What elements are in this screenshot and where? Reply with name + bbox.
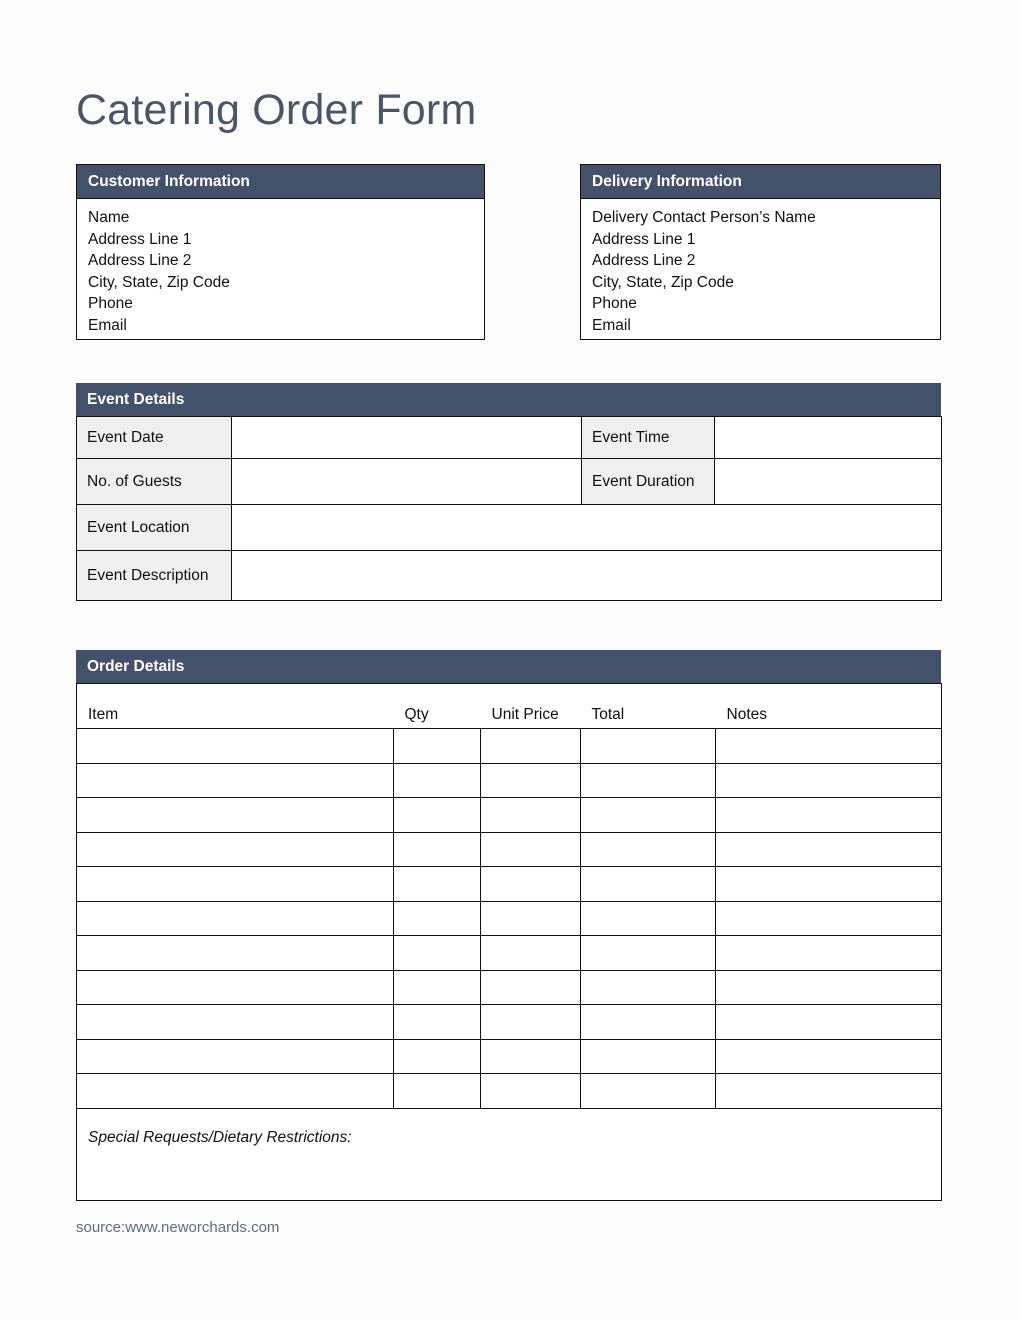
order-cell-total[interactable] [581,832,716,867]
order-cell-total[interactable] [581,1039,716,1074]
order-cell-unit-price[interactable] [481,763,581,798]
table-row [77,936,942,971]
order-cell-total[interactable] [581,763,716,798]
order-cell-unit-price[interactable] [481,936,581,971]
special-requests-label[interactable]: Special Requests/Dietary Restrictions: [77,1108,942,1200]
table-row [77,832,942,867]
customer-field-name: Name [88,209,130,227]
order-cell-notes[interactable] [716,798,942,833]
event-location-label: Event Location [77,505,232,551]
event-time-label: Event Time [582,417,715,459]
customer-field-email: Email [88,316,127,334]
order-cell-notes[interactable] [716,729,942,764]
no-of-guests-label: No. of Guests [77,459,232,505]
customer-field-address-2: Address Line 2 [88,252,192,270]
event-details-table [76,416,942,601]
order-cell-total[interactable] [581,1074,716,1109]
order-cell-item[interactable] [77,832,394,867]
order-cell-unit-price[interactable] [481,1005,581,1040]
column-header-total: Total [581,684,716,729]
source-attribution: source:www.neworchards.com [76,1219,280,1236]
event-details-heading: Event Details [76,383,941,416]
event-description-input[interactable] [232,551,942,601]
customer-information-heading: Customer Information [76,164,485,198]
order-cell-unit-price[interactable] [481,1039,581,1074]
order-cell-total[interactable] [581,867,716,902]
order-cell-item[interactable] [77,1074,394,1109]
order-cell-qty[interactable] [394,1074,481,1109]
order-cell-qty[interactable] [394,1005,481,1040]
delivery-field-city-state-zip: City, State, Zip Code [592,273,734,291]
order-cell-total[interactable] [581,970,716,1005]
delivery-information-fields[interactable] [580,198,941,340]
table-row [77,1039,942,1074]
order-cell-unit-price[interactable] [481,970,581,1005]
order-cell-total[interactable] [581,798,716,833]
order-table-header-row [77,684,942,729]
order-cell-total[interactable] [581,1005,716,1040]
customer-field-city-state-zip: City, State, Zip Code [88,273,230,291]
order-details-table [76,683,942,1201]
order-cell-notes[interactable] [716,901,942,936]
event-description-label: Event Description [77,551,232,601]
order-cell-qty[interactable] [394,798,481,833]
order-cell-notes[interactable] [716,970,942,1005]
order-cell-qty[interactable] [394,936,481,971]
delivery-information-box [580,164,941,340]
no-of-guests-input[interactable] [232,459,582,505]
order-cell-notes[interactable] [716,763,942,798]
customer-information-fields[interactable] [76,198,485,340]
delivery-field-phone: Phone [592,295,637,313]
special-requests-row [77,1108,942,1200]
table-row [77,459,942,505]
event-location-input[interactable] [232,505,942,551]
table-row [77,867,942,902]
column-header-unit-price: Unit Price [481,684,581,729]
order-cell-notes[interactable] [716,1039,942,1074]
order-cell-notes[interactable] [716,832,942,867]
order-cell-notes[interactable] [716,936,942,971]
order-cell-total[interactable] [581,729,716,764]
table-row [77,970,942,1005]
table-row [77,729,942,764]
order-cell-item[interactable] [77,1005,394,1040]
order-cell-total[interactable] [581,901,716,936]
order-cell-item[interactable] [77,1039,394,1074]
order-cell-notes[interactable] [716,1074,942,1109]
order-cell-total[interactable] [581,936,716,971]
table-row [77,1005,942,1040]
order-cell-unit-price[interactable] [481,867,581,902]
delivery-information-heading: Delivery Information [580,164,941,198]
order-cell-unit-price[interactable] [481,798,581,833]
page-title: Catering Order Form [76,86,477,134]
order-cell-qty[interactable] [394,763,481,798]
order-details-section [76,650,941,1201]
customer-field-phone: Phone [88,295,133,313]
order-cell-qty[interactable] [394,1039,481,1074]
order-cell-notes[interactable] [716,867,942,902]
table-row [77,1074,942,1109]
order-cell-item[interactable] [77,970,394,1005]
order-cell-item[interactable] [77,798,394,833]
event-details-section [76,383,941,601]
event-duration-label: Event Duration [582,459,715,505]
table-row [77,505,942,551]
column-header-notes: Notes [716,684,942,729]
order-cell-unit-price[interactable] [481,729,581,764]
order-cell-qty[interactable] [394,901,481,936]
column-header-item: Item [77,684,394,729]
event-duration-input[interactable] [715,459,942,505]
order-cell-item[interactable] [77,936,394,971]
table-row [77,901,942,936]
order-cell-qty[interactable] [394,970,481,1005]
delivery-field-email: Email [592,316,631,334]
order-cell-unit-price[interactable] [481,901,581,936]
delivery-field-address-1: Address Line 1 [592,230,696,248]
event-time-input[interactable] [715,417,942,459]
customer-information-box [76,164,485,340]
order-cell-qty[interactable] [394,867,481,902]
column-header-qty: Qty [394,684,481,729]
order-details-heading: Order Details [76,650,941,683]
table-row [77,551,942,601]
table-row [77,763,942,798]
table-row [77,417,942,459]
event-date-input[interactable] [232,417,582,459]
order-table-body [77,729,942,1201]
delivery-field-address-2: Address Line 2 [592,252,696,270]
order-cell-unit-price[interactable] [481,1074,581,1109]
order-cell-item[interactable] [77,729,394,764]
order-cell-notes[interactable] [716,1005,942,1040]
order-cell-item[interactable] [77,763,394,798]
customer-field-address-1: Address Line 1 [88,230,192,248]
event-date-label: Event Date [77,417,232,459]
order-cell-qty[interactable] [394,729,481,764]
order-cell-qty[interactable] [394,832,481,867]
order-cell-unit-price[interactable] [481,832,581,867]
order-cell-item[interactable] [77,867,394,902]
table-row [77,798,942,833]
order-cell-item[interactable] [77,901,394,936]
delivery-field-contact-name: Delivery Contact Person’s Name [592,209,816,227]
